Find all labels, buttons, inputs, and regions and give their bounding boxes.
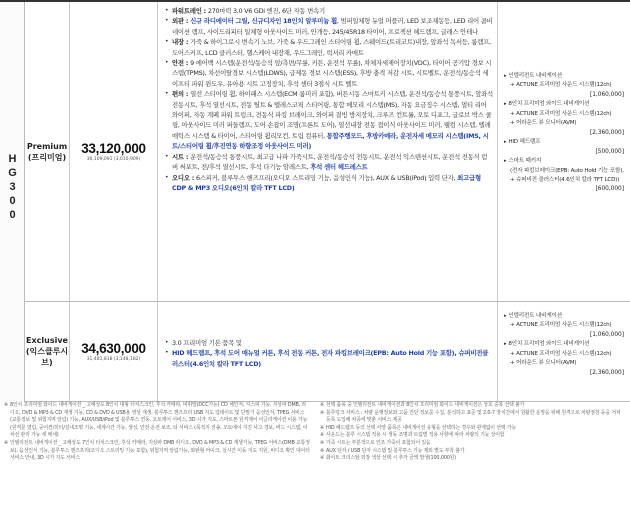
bullet-icon: • xyxy=(165,173,169,181)
option-text: + ACTUNE 프리미엄 사운드 시스템(12ch) xyxy=(510,322,612,329)
triangle-bullet-icon: ▸ xyxy=(504,101,507,108)
bullet-icon: • xyxy=(165,7,169,14)
bullet-icon: • xyxy=(165,349,169,357)
option-item xyxy=(504,100,626,109)
spec-text: 3.0 프리미엄 기본 품목 및 xyxy=(172,339,242,347)
trim-name-ko: (프리미엄) xyxy=(27,152,67,162)
option-item xyxy=(504,176,626,185)
spec-category: 외관 : xyxy=(172,17,191,26)
spec-item xyxy=(164,152,493,173)
option-list xyxy=(498,2,630,301)
spec-text: 270마력 3.0 V6 GDi 엔진, 6단 자동 변속기 xyxy=(207,7,325,15)
spec-text: 최고급형 CDP & MP3 오디오(6인치 칼라 TFT LCD) xyxy=(172,173,481,192)
bullet-icon: • xyxy=(165,59,169,67)
option-text: 8인치 프리미엄 와이드 내비게이션 xyxy=(508,341,590,348)
triangle-bullet-icon: ▸ xyxy=(504,73,507,79)
option-item xyxy=(504,312,626,321)
triangle-bullet-icon: ▸ xyxy=(504,313,507,319)
spec-category: 안전 : xyxy=(172,59,191,68)
option-price: [600,000] xyxy=(595,186,624,193)
spec-text: 후석 센터 헤드레스트 xyxy=(310,163,368,172)
option-text: 인텔리전트 내비게이션 xyxy=(508,313,562,319)
footnote-item: ※ 8인치 프리미엄 와이드 내비게이션 _ 고해상도 8인치 대형 터치스크린, 후석 카메라, 비휘발(DCC가능) CD 체인저, 지스피 기능, 지상파 DMB, 라디오, DVD & MP3 & CD 재생 기능, CD & DVD & USB용 영상 재생, 블루투스 핸즈프리 USB 지도 업데이트 및 단말기 음성인식, TPEG 서비스(교통정보 및 위험지역 알림) 기능, AUX/USB/iPod 및 블루투스 연동, 오토캐어 서비스, 3D 시가 지도, 스마트폰 원격제어 이글리케이션 이용 가능(원격문 열림, 공어컨/히터/실내조명 기능, 세계시간 기능, 생성, 안전 운전 보조, 티 서비스 (목적지 전송, 오토에이 지진 사고 경보, 버드 시스템, 이차선 관리 가능 세 메세) xyxy=(4,402,310,440)
footnote-item: ※ 선택 품목 중 인텔리전트 내비게이션과 8인치 프리미엄 와이드 내비게이션은 상호 중복 선택 불가 xyxy=(320,402,626,410)
option-text: 스마트 패키지 xyxy=(508,158,542,165)
spec-text: 열선 스티어링 휠, 하이패스 시스템(ECM 룸미러 포함), 버튼시동 스마트키 시스템, 운전석/동승석 통풍시트, 앞좌석 전동시트, 후석 열선시트, 전동 틸트 & 텔레스코픽 스티어링, 통합 메모리 시스템(MS), 자동 요금징수 시스템, 멀티 리어 와이퍼, 자동 개폐 파워 트렁크, 전동식 파킹 브레이크, 와이퍼 결빙 방지장치, 크루즈 컨트롤, 오토 디포그, 글로브 박스 쿨링, 아웃사이드 미러 퍼들램프, 도어 손잡이 조명(프론트 도어), 열선내장 전동 접이식 아웃사이드 미러, 웰컴 시스템, 텔레매틱스 시스템 & 타이어, 스티어링 휠리모컨, 트립 컴퓨터, xyxy=(172,90,493,140)
spec-item xyxy=(164,173,493,194)
trim-row-exclusive xyxy=(25,302,630,402)
footnote-item: ※ 화이트 크리스탈 외장 색상 선택 시 추가 금액 발생(100,000원) xyxy=(320,455,626,463)
spec-category: 편의 : xyxy=(172,90,191,99)
bullet-icon: • xyxy=(165,152,169,160)
spec-text: 운전석/동승석 통풍시트, 최고급 나파 가죽시트, 운전석/동승석 전동시트, 운전석 익스텐션시트, 운전석 전동식 럼버 써포트, 전/후석 열선시트, 후석 다기능 암레스트, xyxy=(172,152,488,172)
option-price: [2,360,000] xyxy=(589,369,624,376)
option-item xyxy=(504,340,626,349)
bullet-icon: • xyxy=(165,38,169,46)
footnotes-right xyxy=(320,402,626,463)
trim-name-en: Premium xyxy=(26,141,68,151)
spec-text: 9 에어백 시스템(운전석/동승석 앞/측면/무릎, 커튼, 운전석 무릎), 차체자세제어장치(VDC), 타이어 공기압 경보 시스템(TPMS), 차선이탈경보 시스템(LDWS), 급제동 경보 시스템(ESS), 후방 충격 저감 시트, 시트벨트, 운전석/동승석 세이프티 파워 윈도우, 유아용 시트 고정장치, 후석 센터 3점식 시트 벨트 xyxy=(172,59,492,88)
spec-text: HID 헤드램프, 후석 도어 매뉴얼 커튼, 후석 전동 커튼, 전자 파킹브레이크(EPB: Auto Hold 기능 포함), 슈퍼비전클러스터(4.6인치 칼라 TFT LCD) xyxy=(172,349,489,368)
spec-item xyxy=(164,348,493,369)
spec-text: , 범퍼일체형 듀얼 머플러, LED 보조제동등, LED 리어 콤비네이션 램프, 사이드리피터 일체형 아웃사이드 미러, 안개등, 245/45R18 타이어, 프로젝션 헤드램프, 글래스 안테나 xyxy=(172,17,493,36)
spec-text: 가죽 & 하이그로시 변속기 노브, 가죽 & 우드그레인 스티어링 휠, 스웨이드(트리코트)내장, 앞좌석 독서등, 룸램프, 도어스커프, LCD 클러스터, 헬스케어 내장재, 우드그레인, 럭셔리 카매트 xyxy=(172,38,491,57)
trim-price-breakdown: 31,481,818 (3,148,182) xyxy=(86,357,141,362)
spec-category: 내장 : xyxy=(172,38,191,47)
trim-name-cell xyxy=(25,302,70,401)
spec-text: 6스피커, 블루투스 핸즈프리(오디오 스트리밍 기능, 음성인식 기능), AUX & USB(iPod) 입력 단자, xyxy=(196,173,458,182)
option-price: [1,060,000] xyxy=(589,91,624,98)
option-price: [2,360,000] xyxy=(589,129,624,136)
trim-row-premium xyxy=(25,2,630,302)
trim-price: 33,120,000 xyxy=(81,141,146,156)
option-item xyxy=(504,81,626,90)
trim-price-breakdown: 30,109,091 (3,010,909) xyxy=(86,157,141,162)
spec-item xyxy=(164,58,493,89)
option-text: 인텔리전트 내비게이션 xyxy=(508,73,562,79)
option-text: (전자 파킹브레이크(EPB: Auto Hold 기능 포함), xyxy=(510,167,624,174)
model-char: 0 xyxy=(9,195,16,207)
footnote-item: ※ HID 헤드램프 등의 선택 사양 품목은 내비게이션 유형을 선택하는 경우와 관계없이 선택 가능 xyxy=(320,425,626,433)
footnotes xyxy=(0,402,630,510)
option-text: + 슈퍼비전 클러스터(4.6인치 칼라 TFT LCD)) xyxy=(510,177,620,184)
option-item xyxy=(504,138,626,147)
model-column xyxy=(0,2,25,402)
model-name xyxy=(0,152,25,222)
option-text: 8인치 프리미엄 와이드 내비게이션 xyxy=(508,101,590,108)
spec-item xyxy=(164,338,493,348)
bullet-icon: • xyxy=(165,17,169,25)
trim-name-cell xyxy=(25,2,70,301)
option-item xyxy=(504,359,626,368)
spec-text: 신규 라디에이터 그릴, 신규디자인 18인치 알루미늄 휠 xyxy=(190,17,337,26)
option-item xyxy=(504,119,626,128)
footnote-item: ※ 인텔리전트 내비게이션 _ 고해상도 7인치 터치스크린, 후석 카메라, 지상파 DMB 라디오, DVD & MP3 & CD 재생기능, TPEG 서비스(DMB 교통정보), 음성인식 기능, 블루투스 핸즈프리(오디오 스트리밍 기능 포함), 위험지역 알림기능, 와완형 마이크, 실시간 이동 지도 지원, 비디오 확인 대이터 서비스 안내, 3D 시가 지도 서비스 xyxy=(4,440,310,463)
option-text: + ACTUNE 프리미엄 사운드 시스템(12ch) xyxy=(510,82,612,89)
option-price: [500,000] xyxy=(595,148,624,155)
model-char: 0 xyxy=(9,209,16,221)
footnote-item: ※ 사운드는 블루 시스템 적용 시 생동 조명과 트림별 적용 사항에 따라 차량의 기능 상이함 xyxy=(320,432,626,440)
bullet-icon: • xyxy=(165,339,169,346)
option-text: + ACTUNE 프리미엄 사운드 시스템(12ch) xyxy=(510,350,612,357)
option-item xyxy=(504,72,626,81)
trim-price: 34,630,000 xyxy=(81,341,146,356)
option-text: + 어라운드 뷰 모니터(AVM) xyxy=(510,360,577,367)
option-list xyxy=(498,302,630,401)
footnote-item: ※ 가죽 시트는 부분적으로 인조 가죽이 포함되어 있음 xyxy=(320,440,626,448)
footnote-item: ※ AUX 단자 / USB 단자 시스템 및 블루투스 기능 제외 별도 부착 불가 xyxy=(320,448,626,456)
trim-name-en: Exclusive xyxy=(26,336,68,345)
model-char: H xyxy=(8,153,17,165)
triangle-bullet-icon: ▸ xyxy=(504,139,507,146)
option-item xyxy=(504,157,626,166)
triangle-bullet-icon: ▸ xyxy=(504,158,507,165)
spec-item xyxy=(164,37,493,58)
spec-item xyxy=(164,16,493,37)
option-item xyxy=(504,110,626,119)
spec-list xyxy=(158,2,498,301)
spec-item xyxy=(164,89,493,151)
option-text: + ACTUNE 프리미엄 사운드 시스템(12ch) xyxy=(510,110,612,117)
spec-item xyxy=(164,6,493,16)
spec-list xyxy=(158,302,498,401)
triangle-bullet-icon: ▸ xyxy=(504,341,507,348)
option-text: + 어라운드 뷰 모니터(AVM) xyxy=(510,120,577,127)
model-char: 3 xyxy=(9,181,16,193)
option-item xyxy=(504,350,626,359)
spec-category: 시트 : xyxy=(172,152,191,161)
spec-category: 파워트레인 : xyxy=(172,7,208,15)
trim-name-ko: (익스클루시브) xyxy=(25,347,69,367)
option-text: HID 헤드램프 xyxy=(508,139,541,146)
price-cell xyxy=(70,302,158,401)
option-item xyxy=(504,167,626,176)
footnote-item: ※ 블루링크 서비스 : 차량 운행정보와 고품 진단 정보를 수집, 분석하고 표준 및 2.0-7 장치간에서 원활한 운영을 위해 원격으로 차량점검 등을 거쳐 등록 도입해 차종에 맞춘 서비스 제공 xyxy=(320,410,626,425)
price-cell xyxy=(70,2,158,301)
option-price: [1,060,000] xyxy=(589,331,624,338)
model-char: G xyxy=(8,167,17,179)
spec-category: 오디오 : xyxy=(172,173,197,182)
option-item xyxy=(504,321,626,330)
footnotes-left xyxy=(4,402,310,463)
spec-text: 통합주행모드, 후방카메라, 운전자세 메모리 시스템(IMS, 시트/스티어링 휠/후진연동 하향조정 아웃사이드 미러) xyxy=(172,131,489,151)
bullet-icon: • xyxy=(165,90,169,98)
